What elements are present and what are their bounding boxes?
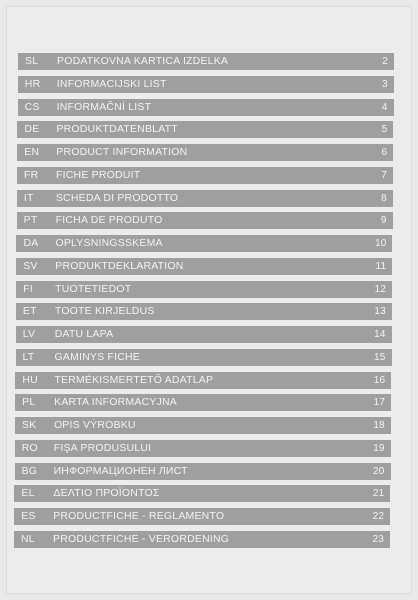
- toc-entry-language-code: HR: [24, 77, 41, 90]
- toc-entry-page-number: 20: [373, 465, 385, 477]
- toc-entry-title: TOOTE KIRJELDUS: [54, 305, 155, 318]
- toc-entry-page-number: 17: [373, 397, 386, 409]
- toc-entry-language-code: NL: [21, 532, 35, 545]
- toc-entry-title: PRODUCT INFORMATION: [56, 146, 188, 158]
- toc-entry-language-code: SV: [23, 259, 38, 272]
- toc-entry-sv[interactable]: [16, 258, 392, 275]
- toc-entry-page-number: 4: [381, 101, 388, 113]
- toc-entry-hu[interactable]: [15, 372, 391, 389]
- toc-entry-de[interactable]: [17, 121, 393, 138]
- toc-entry-language-code: EL: [21, 487, 35, 500]
- toc-entry-title: TUOTETIEDOT: [55, 282, 132, 295]
- toc-entry-bg[interactable]: [15, 463, 391, 480]
- toc-entry-lv[interactable]: [16, 326, 392, 343]
- toc-entry-title: OPLYSNINGSSKEMA: [55, 237, 163, 249]
- toc-entry-language-code: SL: [25, 55, 39, 67]
- toc-entry-ro[interactable]: [15, 440, 391, 457]
- toc-entry-language-code: RO: [21, 441, 38, 454]
- toc-entry-title: TERMÉKISMERTETŐ ADATLAP: [54, 373, 214, 386]
- toc-entry-pt[interactable]: [17, 212, 393, 229]
- toc-entry-title: PRODUKTDATENBLATT: [56, 123, 178, 136]
- toc-entry-title: FICHE PRODUIT: [56, 168, 141, 181]
- toc-entry-language-code: FR: [24, 168, 39, 181]
- toc-entry-title: ИНФОРМАЦИОНЕН ЛИСТ: [53, 464, 188, 477]
- toc-entry-page-number: 15: [373, 351, 386, 363]
- toc-entry-title: PRODUCTFICHE - VERORDENING: [53, 532, 230, 545]
- toc-entry-page-number: 10: [374, 238, 387, 249]
- toc-entry-language-code: DE: [24, 123, 40, 136]
- toc-entry-pl[interactable]: [15, 394, 391, 411]
- toc-entry-title: SCHEDA DI PRODOTTO: [55, 191, 179, 204]
- toc-entry-fr[interactable]: [17, 167, 393, 184]
- toc-entry-page-number: 8: [381, 192, 387, 204]
- document-page: [6, 6, 412, 594]
- toc-entry-title: INFORMAČNÍ LIST: [56, 100, 152, 113]
- toc-entry-el[interactable]: [14, 485, 390, 502]
- toc-entry-language-code: HU: [22, 373, 38, 386]
- toc-entry-da[interactable]: [16, 235, 392, 252]
- toc-entry-language-code: ET: [22, 305, 37, 318]
- toc-entry-page-number: 7: [381, 169, 388, 181]
- toc-entry-title: KARTA INFORMACYJNA: [54, 396, 177, 409]
- toc-entry-page-number: 5: [381, 124, 388, 136]
- toc-entry-language-code: EN: [24, 146, 40, 158]
- toc-entry-page-number: 14: [374, 329, 386, 340]
- toc-entry-page-number: 21: [372, 488, 385, 500]
- toc-entry-language-code: PT: [23, 214, 38, 227]
- toc-entry-page-number: 9: [380, 215, 387, 227]
- toc-entry-language-code: IT: [23, 191, 34, 204]
- toc-entry-language-code: LV: [22, 328, 36, 340]
- toc-entry-title: ΔΕΛΤΙΟ ΠΡΟΪΟΝΤΟΣ: [53, 487, 160, 500]
- toc-entry-title: PRODUCTFICHE - REGLAMENTO: [53, 510, 225, 522]
- toc-entry-page-number: 11: [375, 260, 387, 272]
- toc-entry-page-number: 16: [373, 374, 386, 386]
- toc-entry-page-number: 6: [381, 147, 388, 158]
- toc-entry-it[interactable]: [17, 190, 393, 207]
- toc-entry-title: PRODUKTDEKLARATION: [55, 259, 184, 272]
- toc-entry-language-code: FI: [23, 282, 33, 295]
- toc-entry-title: FIŞA PRODUSULUI: [53, 441, 152, 454]
- toc-entry-page-number: 12: [374, 283, 387, 295]
- toc-entry-page-number: 23: [372, 533, 384, 545]
- toc-entry-hr[interactable]: [18, 76, 394, 93]
- toc-entry-sl[interactable]: [18, 53, 394, 70]
- toc-entry-fi[interactable]: [16, 281, 392, 298]
- toc-entry-et[interactable]: [16, 303, 392, 320]
- toc-entry-title: PODATKOVNA KARTICA IZDELKA: [57, 55, 229, 67]
- toc-entry-lt[interactable]: [16, 349, 392, 366]
- toc-entry-language-code: DA: [23, 237, 39, 249]
- toc-entry-language-code: ES: [21, 510, 36, 522]
- toc-entry-language-code: PL: [22, 396, 36, 409]
- toc-entry-en[interactable]: [17, 144, 393, 161]
- toc-entry-sk[interactable]: [15, 417, 391, 434]
- toc-entry-language-code: SK: [21, 419, 37, 431]
- table-of-contents: [6, 6, 412, 594]
- toc-entry-title: FICHA DE PRODUTO: [55, 214, 163, 227]
- toc-entry-title: INFORMACIJSKI LIST: [56, 77, 167, 90]
- toc-entry-page-number: 2: [382, 56, 388, 67]
- toc-entry-es[interactable]: [14, 508, 390, 525]
- toc-entry-cs[interactable]: [18, 99, 394, 116]
- toc-entry-page-number: 19: [373, 442, 385, 454]
- toc-entry-page-number: 3: [382, 78, 388, 90]
- toc-entry-page-number: 22: [372, 511, 385, 522]
- toc-entry-page-number: 18: [373, 420, 385, 431]
- toc-entry-title: GAMINYS FICHE: [54, 350, 140, 363]
- toc-entry-page-number: 13: [374, 306, 386, 318]
- toc-entry-language-code: BG: [21, 464, 38, 477]
- toc-entry-nl[interactable]: [14, 531, 390, 548]
- toc-entry-language-code: CS: [24, 100, 40, 113]
- toc-entry-language-code: LT: [22, 350, 35, 363]
- toc-entry-title: OPIS VÝROBKU: [53, 419, 136, 431]
- toc-entry-title: DATU LAPA: [54, 328, 114, 340]
